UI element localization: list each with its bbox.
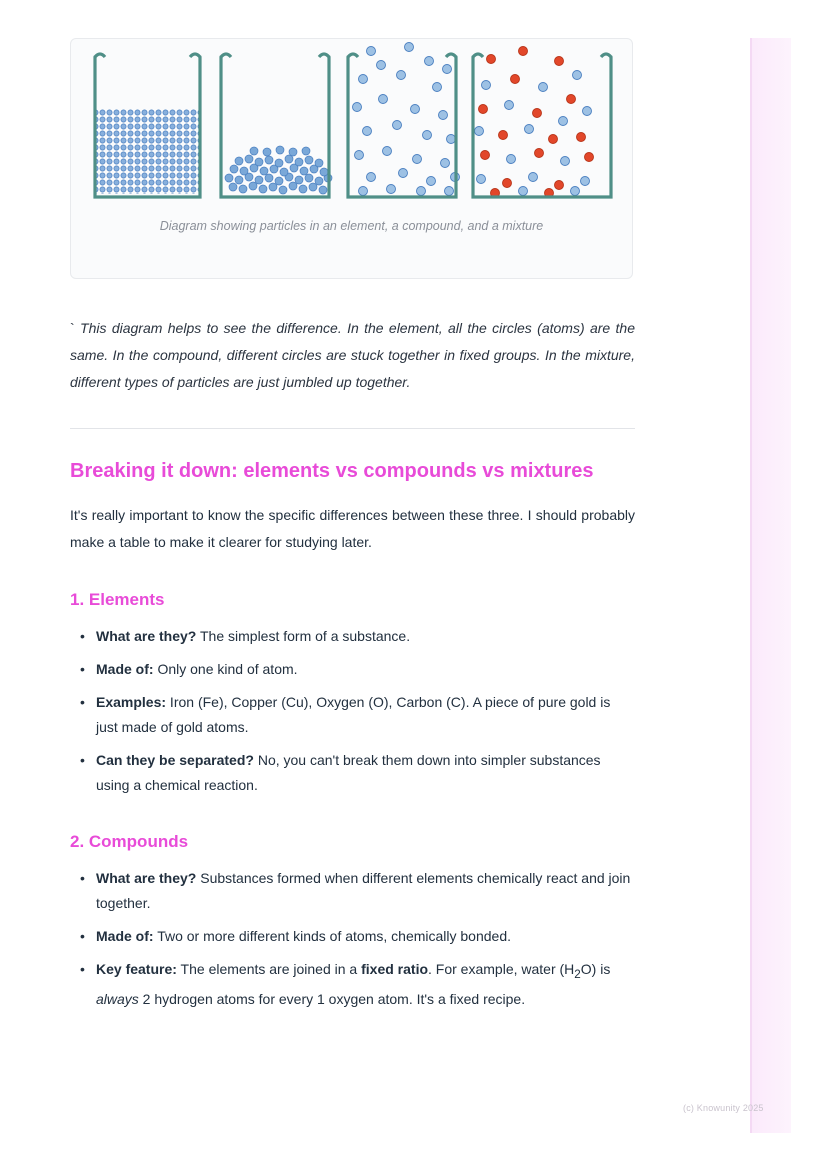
key-feature-part2: . For example, water (H [428, 961, 575, 977]
key-feature-bold: fixed ratio [361, 961, 429, 977]
list-item [96, 924, 635, 949]
section-paragraph: It's really important to know the specific differences between these three. I should probably make a table to make it clearer for studying later. [70, 507, 635, 550]
list-item [96, 866, 635, 916]
key-feature-part4: 2 hydrogen atoms for every 1 oxygen atom. It's a fixed recipe. [138, 990, 526, 1007]
list-item-text: No, you can't break them down into simpler substances using a chemical reaction. [96, 752, 601, 793]
decorative-side-strip [751, 38, 791, 1133]
elements-list [70, 624, 635, 798]
backtick: ` [70, 320, 75, 336]
heading-compounds: 2. Compounds [70, 832, 189, 851]
list-item-label: Made of: [96, 928, 154, 944]
decorative-side-strip-edge [750, 38, 752, 1133]
figure-illustration [71, 39, 632, 219]
page-title: Breaking it down: elements vs compounds vs mixtures [70, 460, 594, 482]
beaker-4 [473, 47, 611, 198]
intro-paragraph [70, 315, 635, 396]
list-item [96, 624, 635, 649]
list-item-text: Substances formed when different elements chemically react and join together. [96, 870, 631, 911]
list-item-label: What are they? [96, 628, 197, 644]
beaker-1 [95, 54, 200, 197]
list-item-label: Key feature: [96, 961, 177, 977]
beaker-3 [348, 43, 460, 198]
key-feature-italic: always [96, 990, 139, 1007]
list-item-text: Two or more different kinds of atoms, chemically bonded. [153, 928, 511, 944]
list-item [96, 748, 635, 798]
list-item-text: Iron (Fe), Copper (Cu), Oxygen (O), Carbon (C). A piece of pure gold is just made of gold atoms. [96, 694, 611, 735]
list-item-label: Examples: [96, 694, 167, 710]
list-item-text: The simplest form of a substance. [196, 628, 411, 644]
figure-caption: Diagram showing particles in an element, a compound, and a mixture [159, 219, 544, 233]
compounds-list [70, 866, 635, 1012]
list-item-label: Can they be separated? [96, 752, 254, 768]
key-feature-part3: O) is [580, 961, 611, 977]
list-item-text: Only one kind of atom. [153, 661, 298, 677]
section-divider [70, 428, 635, 429]
list-item-key-feature [96, 957, 635, 1012]
list-item [96, 690, 635, 740]
key-feature-subscript: 2 [574, 967, 581, 981]
list-item [96, 657, 635, 682]
list-item-label: Made of: [96, 661, 154, 677]
heading-elements: 1. Elements [70, 590, 165, 609]
figure-card [70, 38, 633, 279]
document-page [70, 0, 635, 1012]
intro-text: This diagram helps to see the difference. In the element, all the circles (atoms) are the same. In the compound, different circles are stuck together in fixed groups. In the mixture, different types of particles are just jumbled up together. [70, 320, 635, 390]
key-feature-part1: The elements are joined in a [176, 961, 362, 977]
watermark: (c) Knowunity 2025 [683, 1103, 764, 1113]
list-item-label: What are they? [96, 870, 197, 886]
beaker-2 [221, 54, 332, 197]
